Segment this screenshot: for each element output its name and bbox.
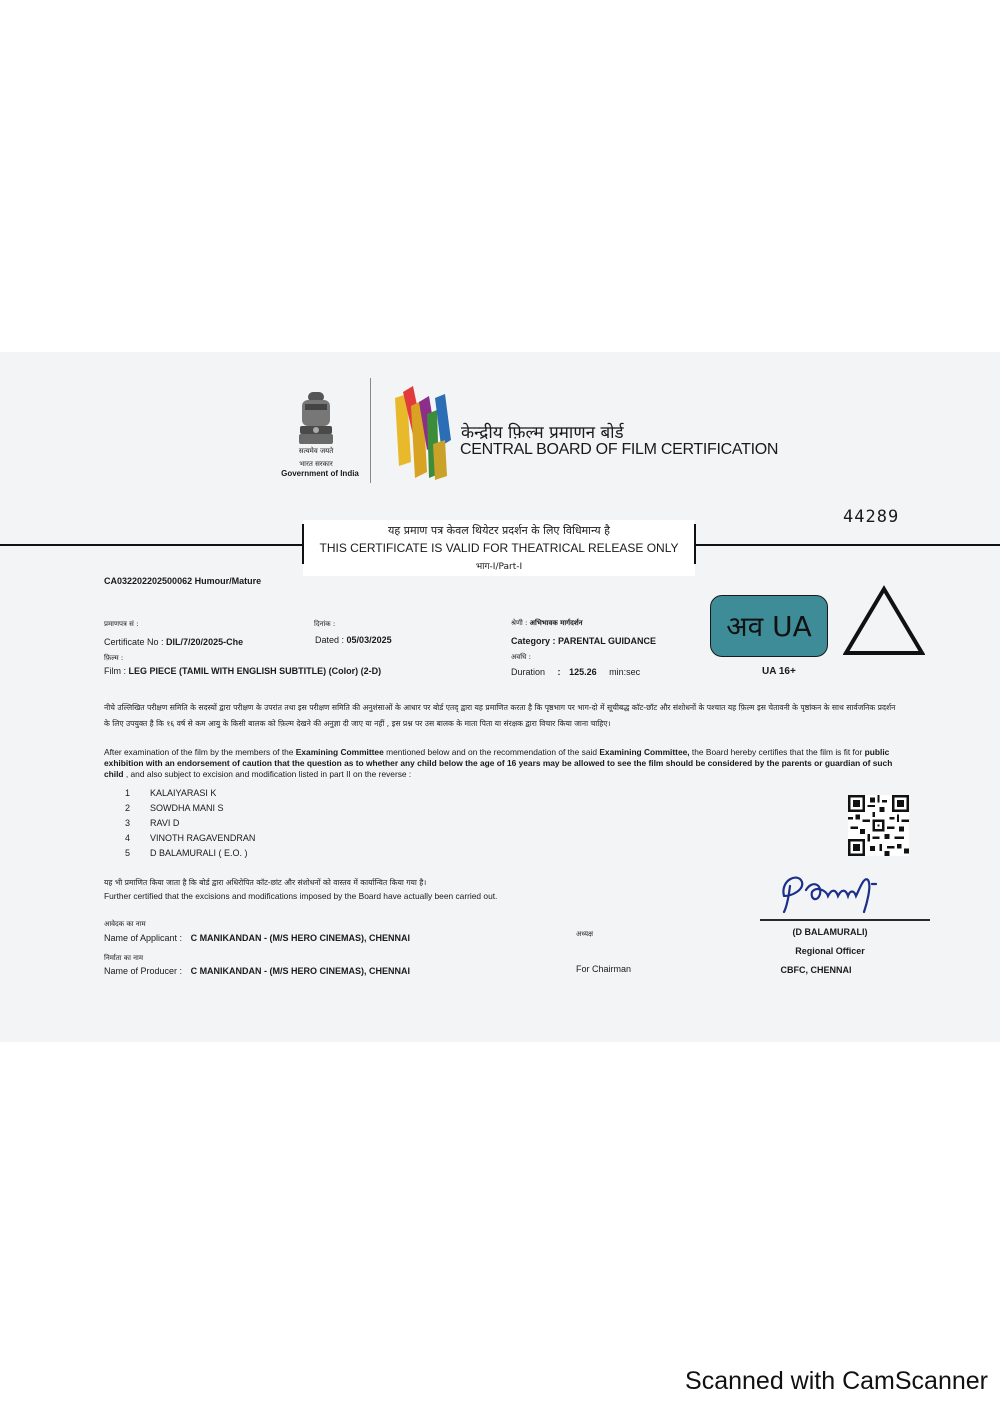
body-english-bold3: public exhibition with an endorsement of caution that the question as to whether any child below the age of 16 years may be allowed to see the film should be considered by the parents or guardian of such child — [104, 747, 893, 779]
board-name-hindi: केन्द्रीय फ़िल्म प्रमाणन बोर्ड — [461, 423, 624, 443]
committee-num: 3 — [125, 818, 131, 828]
duration-unit: min:sec — [609, 667, 641, 677]
applicant-label: Name of Applicant : — [104, 933, 183, 943]
further-hindi: यह भी प्रमाणित किया जाता है कि बोर्ड द्वारा अधिरोपित कॉट-छांट और संशोधनों को वास्तव में कार्यान्वित किया गया है। — [104, 878, 427, 887]
date-value: 05/03/2025 — [346, 635, 392, 645]
list-item — [125, 803, 255, 818]
list-item — [125, 818, 255, 833]
chairman-english: For Chairman — [576, 964, 632, 974]
validity-part: भाग-I/Part-I — [475, 562, 523, 572]
signature-line — [760, 919, 930, 921]
validity-hindi: यह प्रमाण पत्र केवल थियेटर प्रदर्शन के लिए विधिमान्य है — [388, 524, 610, 537]
board-name-english: CENTRAL BOARD OF FILM CERTIFICATION — [460, 441, 779, 458]
warning-triangle-icon — [843, 585, 925, 657]
band-left-cap — [302, 524, 304, 564]
reference-code: CA032202202500062 Humour/Mature — [104, 576, 262, 586]
signature-icon — [776, 866, 888, 916]
category-value: PARENTAL GUIDANCE — [558, 636, 657, 646]
committee-name: D BALAMURALI ( E.O. ) — [150, 848, 248, 858]
rating-badge: अव UA — [710, 595, 828, 657]
national-emblem-icon — [294, 390, 338, 448]
body-english — [104, 747, 900, 780]
validity-box — [303, 520, 695, 576]
list-item — [125, 848, 255, 863]
rating-label: UA 16+ — [762, 666, 796, 677]
band-right-cap — [694, 524, 696, 564]
applicant-value: C MANIKANDAN - (M/S HERO CINEMAS), CHENNAI — [190, 933, 411, 943]
date-hindi: दिनांक : — [314, 620, 336, 628]
band-right-rule — [695, 544, 1000, 546]
signatory-office: CBFC, CHENNAI — [780, 965, 852, 975]
applicant-hindi: आवेदक का नाम — [104, 920, 146, 928]
body-english-bold2: Examining Committee, — [599, 747, 690, 757]
signatory-title: Regional Officer — [795, 946, 865, 956]
category-hindi-label: श्रेणी : — [511, 619, 528, 627]
cert-no-value: DIL/7/20/2025-Che — [166, 637, 244, 647]
body-english-part4: , and also subject to excision and modification listed in part II on the reverse : — [123, 769, 412, 779]
producer-hindi: निर्माता का नाम — [104, 954, 144, 962]
duration-value: 125.26 — [569, 667, 597, 677]
body-english-part3: the Board hereby certifies that the film is fit for — [689, 747, 865, 757]
gov-hindi: भारत सरकार — [299, 460, 333, 468]
gov-english: Government of India — [281, 469, 359, 478]
film-label: Film : — [104, 666, 126, 676]
signatory-name: (D BALAMURALI) — [792, 927, 868, 937]
duration-hindi: अवधि : — [511, 653, 531, 661]
producer-value: C MANIKANDAN - (M/S HERO CINEMAS), CHENNAI — [190, 966, 411, 976]
body-english-part1: After examination of the film by the members of the — [104, 747, 296, 757]
band-left-rule — [0, 544, 303, 546]
qr-code-icon — [848, 795, 909, 856]
film-value: LEG PIECE (TAMIL WITH ENGLISH SUBTITLE) (Color) (2-D) — [128, 666, 382, 676]
cbfc-logo-icon — [393, 384, 455, 482]
film-hindi: फ़िल्म : — [104, 654, 124, 662]
committee-name: RAVI D — [150, 818, 180, 828]
producer-label: Name of Producer : — [104, 966, 183, 976]
category-label: Category : — [511, 636, 556, 646]
chairman-hindi: अध्यक्ष — [576, 930, 594, 938]
serial-number: 44289 — [843, 507, 900, 527]
duration-label: Duration — [511, 667, 546, 677]
body-hindi: नीचे उल्लिखित परीक्षण समिति के सदस्यों द्वारा परीक्षण के उपरांत तथा इस परीक्षण समिति की अनुशंसाओं के आधार पर बोर्ड एतद् द्वारा यह प्रमाणित करता है कि पृष्ठभाग पर भाग-दो में सूचीबद्ध कॉट-छॉट और संशोधनों के पश्चात यह फ़िल्म इस चेतावनी के पृष्ठांकन के साथ सार्वजनिक प्रदर्शन के लिए उपयुक्त है कि १६ वर्ष से कम आयु के किसी बालक को फ़िल्म देखने की अनुज्ञा दी जाए या नहीं , इस प्रश्न पर उस बालक के माता पिता या संरक्षक द्वारा विचार किया जाना चाहिए। — [104, 703, 896, 728]
body-english-bold1: Examining Committee — [295, 747, 384, 757]
emblem-motto: सत्यमेव जयते — [298, 447, 334, 455]
cert-no-label: Certificate No : — [104, 637, 164, 647]
list-item — [125, 833, 255, 848]
committee-name: SOWDHA MANI S — [150, 803, 224, 813]
date-label: Dated : — [315, 635, 345, 645]
cert-no-hindi: प्रमाणपत्र सं : — [104, 620, 139, 628]
validity-english: THIS CERTIFICATE IS VALID FOR THEATRICAL RELEASE ONLY — [319, 541, 679, 555]
committee-num: 5 — [125, 848, 131, 858]
committee-name: KALAIYARASI K — [150, 788, 217, 798]
committee-num: 1 — [125, 788, 131, 798]
committee-num: 4 — [125, 833, 131, 843]
header-divider — [370, 378, 371, 483]
committee-num: 2 — [125, 803, 131, 813]
scanner-watermark: Scanned with CamScanner — [685, 1367, 988, 1395]
committee-name: VINOTH RAGAVENDRAN — [150, 833, 256, 843]
further-english: Further certified that the excisions and modifications imposed by the Board have actually been carried out. — [104, 891, 498, 901]
committee-list — [125, 788, 255, 863]
body-english-part2: mentioned below and on the recommendation of the said — [383, 747, 600, 757]
category-hindi-value: अभिभावक मार्गदर्शन — [529, 619, 583, 627]
list-item — [125, 788, 255, 803]
